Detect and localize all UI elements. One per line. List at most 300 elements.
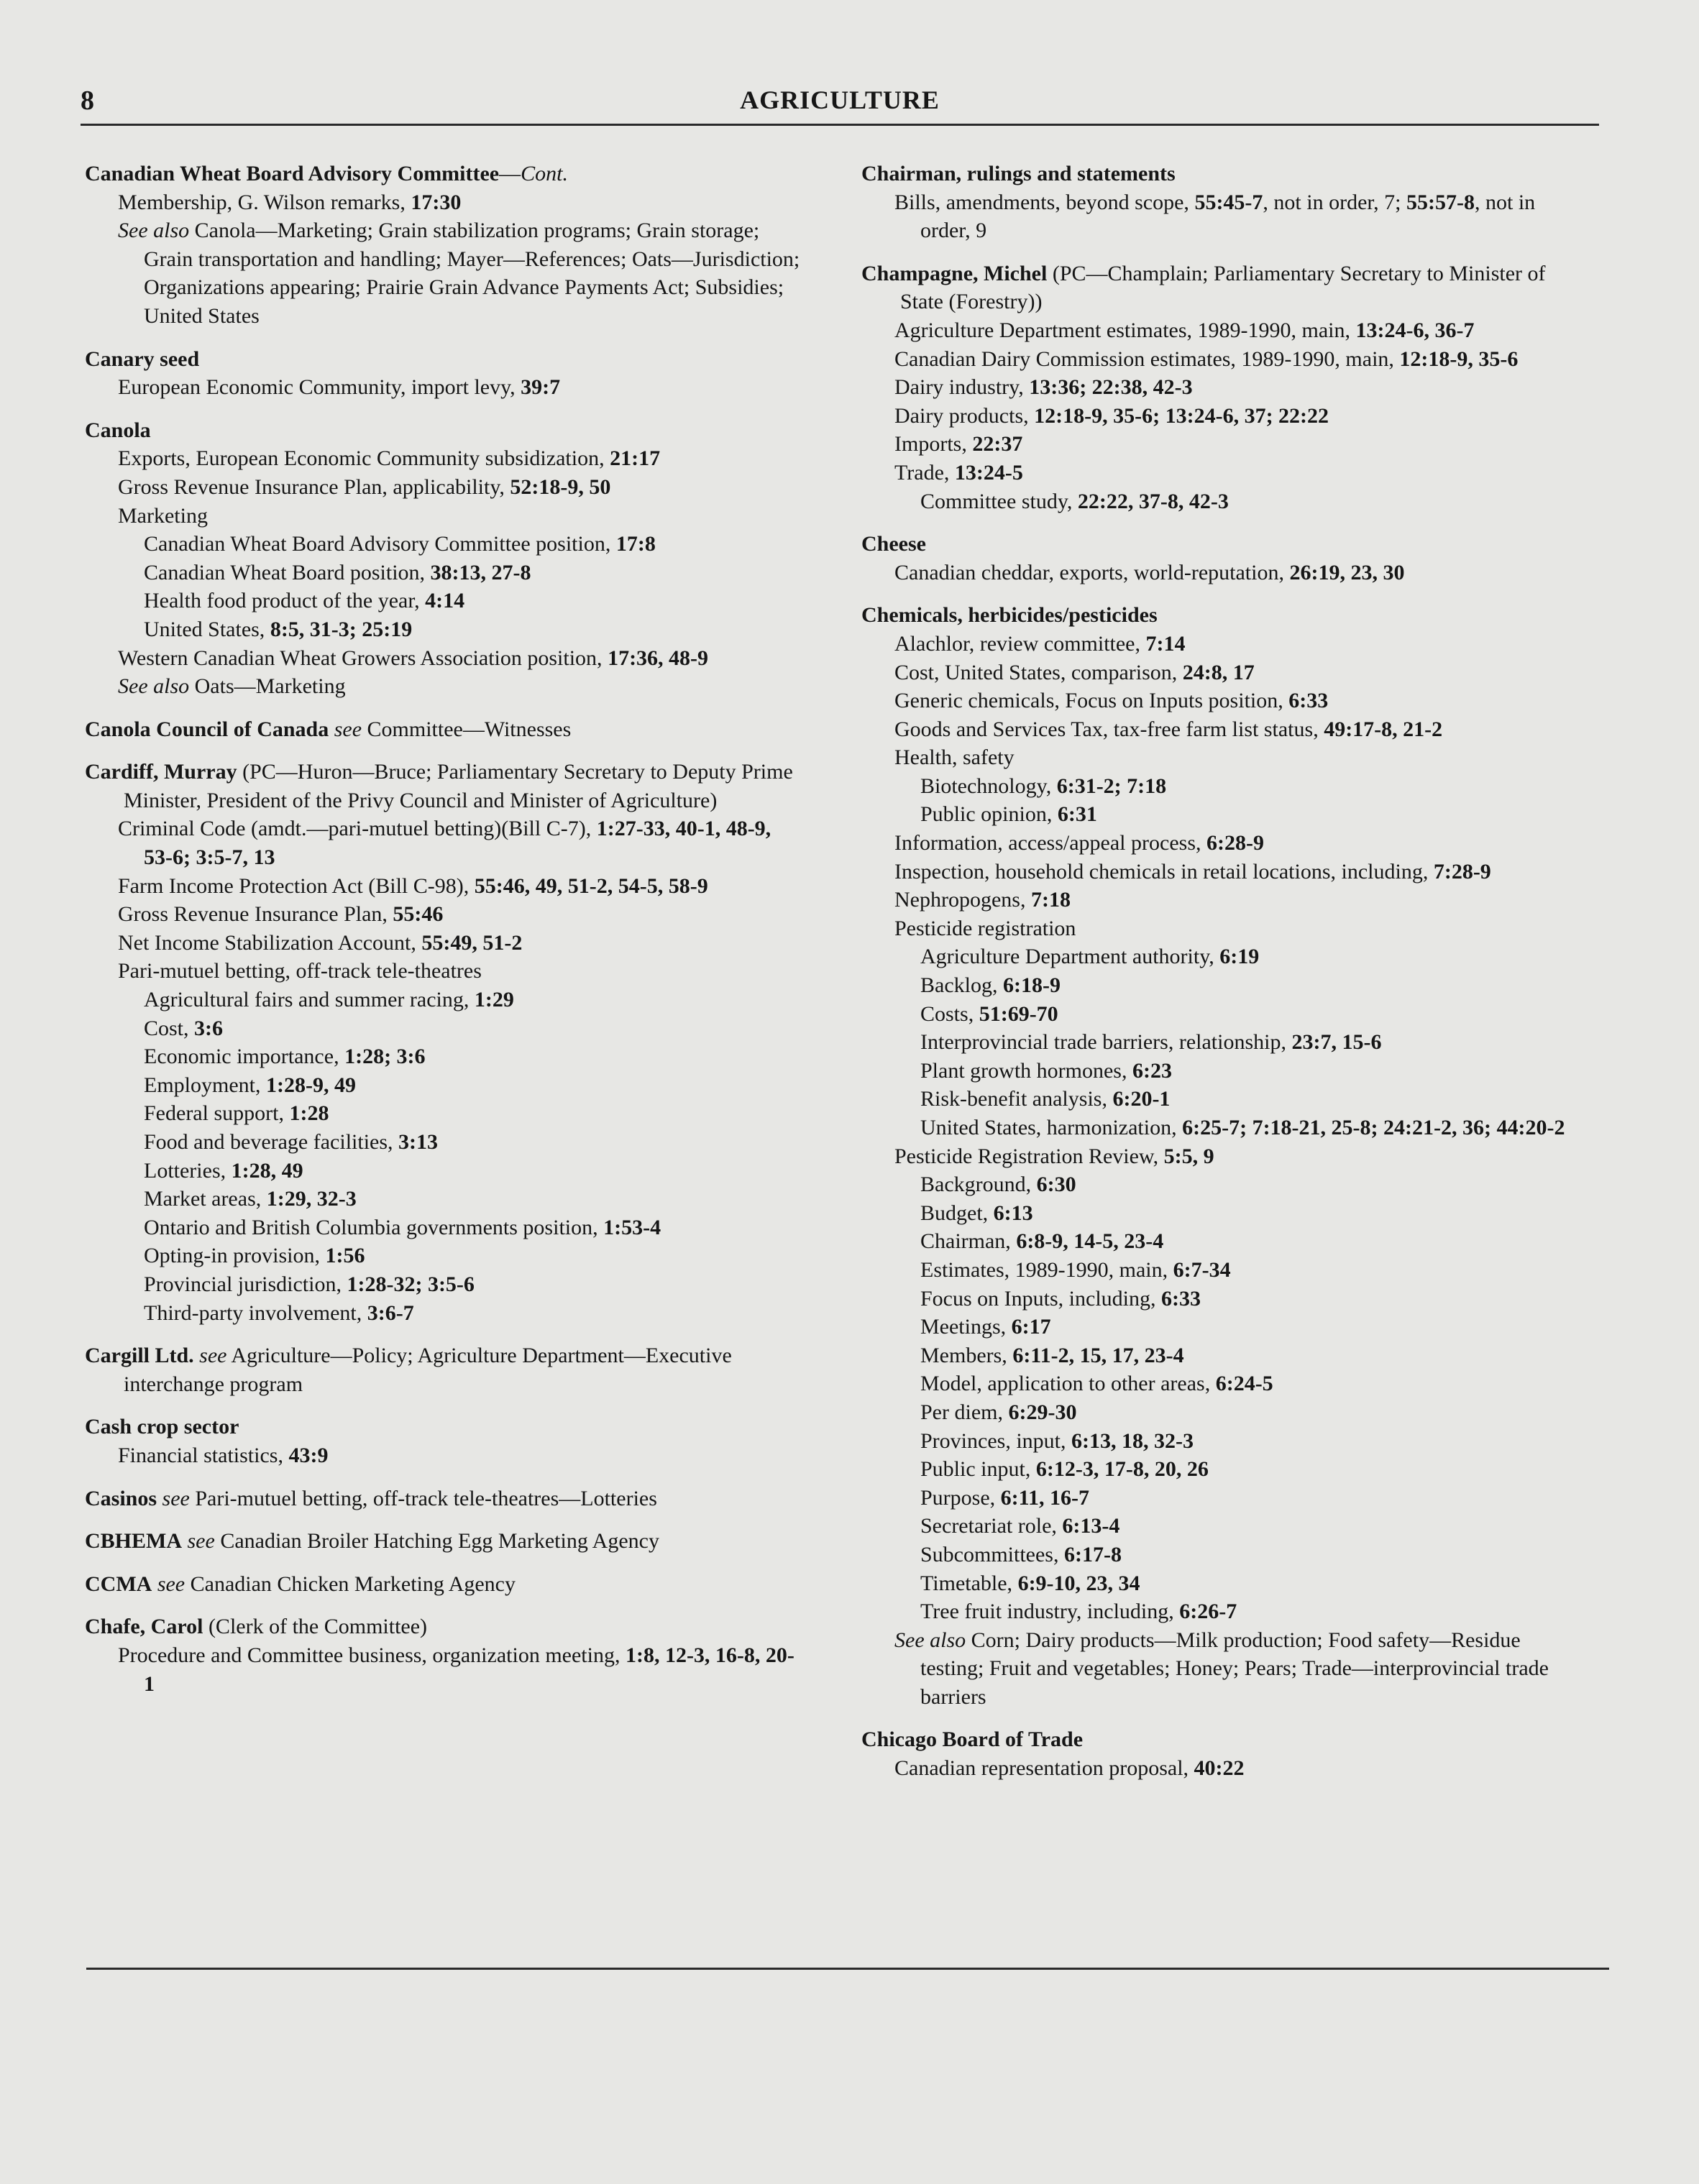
subentry-text: Information, access/appeal process, xyxy=(894,831,1206,855)
entry-term: CCMA xyxy=(85,1572,152,1596)
page-locator: 6:33 xyxy=(1161,1286,1201,1311)
entry-heading-text: (PC—Champlain; Parliamentary Secretary to Minister of State (Forestry)) xyxy=(900,261,1546,314)
subentry-text: Risk-benefit analysis, xyxy=(920,1087,1113,1111)
running-head: AGRICULTURE xyxy=(740,86,940,114)
subentry-text: Financial statistics, xyxy=(118,1443,289,1467)
index-entry xyxy=(85,715,804,744)
page-locator: 6:13, 18, 32-3 xyxy=(1071,1428,1194,1453)
page-locator: 1:29 xyxy=(474,988,514,1012)
page-locator: 6:25-7; 7:18-21, 25-8; 24:21-2, 36; 44:20-2 xyxy=(1182,1116,1565,1139)
entry-term: Chemicals, herbicides/pesticides xyxy=(861,603,1158,628)
subentry-level-2 xyxy=(85,1213,804,1242)
subentry-text: Exports, European Economic Community subsidization, xyxy=(118,446,610,471)
subentry-text: Health, safety xyxy=(894,745,1015,770)
subentry-text: United States, xyxy=(144,617,270,641)
subentry-text: Canadian Wheat Board position, xyxy=(144,560,431,584)
page-locator: 6:13-4 xyxy=(1062,1514,1120,1538)
subentry-level-2 xyxy=(861,800,1580,829)
entry-heading xyxy=(85,1612,804,1641)
subentry-level-2 xyxy=(85,1071,804,1100)
subentry xyxy=(861,188,1580,245)
subentry-text: Chairman, xyxy=(920,1229,1017,1254)
subentry-level-2 xyxy=(85,1099,804,1128)
index-entry xyxy=(85,1527,804,1556)
subentry-level-2 xyxy=(85,615,804,644)
subentry-text: Opting-in provision, xyxy=(144,1244,326,1268)
page-locator: 7:14 xyxy=(1145,631,1186,656)
entry-heading-text: Pari-mutuel betting, off-track tele-theatres—Lotteries xyxy=(189,1486,657,1510)
page-locator: 6:12-3, 17-8, 20, 26 xyxy=(1035,1457,1209,1482)
subentry xyxy=(861,1626,1580,1712)
page-locator: 6:31-2; 7:18 xyxy=(1056,774,1167,798)
subentry-text: Third-party involvement, xyxy=(144,1300,367,1325)
entry-term: Casinos xyxy=(85,1486,157,1510)
subentry-text: Canadian Dairy Commission estimates, 1989-1990, main, xyxy=(894,347,1400,371)
subentry-text: Backlog, xyxy=(920,973,1003,998)
entry-heading xyxy=(85,160,804,188)
subentry-text: Biotechnology, xyxy=(920,774,1057,798)
subentry xyxy=(85,188,804,217)
page-locator: 1:29, 32-3 xyxy=(266,1187,357,1211)
page-locator: 55:46, 49, 51-2, 54-5, 58-9 xyxy=(474,873,708,898)
subentry-text: Pesticide registration xyxy=(894,916,1076,940)
index-column-right xyxy=(861,160,1580,1797)
entry-term: Canary seed xyxy=(85,347,200,371)
page-locator: 6:13 xyxy=(993,1201,1033,1225)
page-locator: 17:36, 48-9 xyxy=(608,646,709,670)
subentry-text: Farm Income Protection Act (Bill C-98), xyxy=(118,873,475,898)
entry-term: Cargill Ltd. xyxy=(85,1344,194,1368)
page-locator: 22:22, 37-8, 42-3 xyxy=(1077,489,1229,513)
subentry xyxy=(861,1142,1580,1171)
footer-rule xyxy=(86,1968,1609,1970)
subentry-text: Criminal Code (amdt.—pari-mutuel betting)(Bill C-7), xyxy=(118,817,597,841)
index-entry xyxy=(85,1341,804,1398)
entry-term: Cheese xyxy=(861,532,926,556)
page-locator: 55:46 xyxy=(393,902,444,927)
subentry-level-2 xyxy=(85,1128,804,1157)
subentry xyxy=(85,1441,804,1470)
entry-term: Canadian Wheat Board Advisory Committee xyxy=(85,162,500,185)
subentry-text: Gross Revenue Insurance Plan, xyxy=(118,902,393,927)
subentry-level-2 xyxy=(861,942,1580,971)
subentry-level-2 xyxy=(85,530,804,559)
page-locator: 21:17 xyxy=(610,446,661,471)
subentry-text: United States, harmonization, xyxy=(920,1116,1183,1139)
subentry xyxy=(861,659,1580,687)
subentry-text: Oats—Marketing xyxy=(189,674,346,699)
index-entry xyxy=(861,530,1580,587)
page-locator: 6:28-9 xyxy=(1206,831,1264,855)
subentry-text: Gross Revenue Insurance Plan, applicability, xyxy=(118,474,510,499)
subentry-text: Purpose, xyxy=(920,1485,1001,1510)
subentry-level-2 xyxy=(861,1000,1580,1029)
subentry-text: European Economic Community, import levy, xyxy=(118,375,521,400)
page-locator: 12:18-9, 35-6 xyxy=(1399,347,1519,371)
subentry-text: Market areas, xyxy=(144,1187,267,1211)
entry-heading xyxy=(861,260,1580,316)
subentry-level-2 xyxy=(861,1512,1580,1541)
page-locator: 6:11, 16-7 xyxy=(1000,1485,1089,1510)
entry-heading-text: — xyxy=(499,162,521,185)
page-locator: 39:7 xyxy=(521,375,561,400)
subentry xyxy=(85,216,804,330)
subentry xyxy=(861,886,1580,914)
page-locator: 17:8 xyxy=(615,532,656,556)
subentry-text: Canadian Wheat Board Advisory Committee position, xyxy=(144,532,616,556)
subentry-level-2 xyxy=(861,487,1580,516)
subentry-level-2 xyxy=(85,1042,804,1071)
page-locator: 26:19, 23, 30 xyxy=(1289,560,1405,584)
page-locator: 1:28-9, 49 xyxy=(265,1073,356,1097)
subentry-text: Corn; Dairy products—Milk production; Food safety—Residue testing; Fruit and vegetables; Honey; Pears; Trade—interprovincial trade barriers xyxy=(920,1628,1549,1709)
page-locator: 1:28, 49 xyxy=(231,1158,303,1183)
page-locator: 6:29-30 xyxy=(1008,1400,1077,1424)
page-locator: 43:9 xyxy=(288,1443,329,1467)
subentry-text: Public input, xyxy=(920,1457,1036,1482)
index-entry xyxy=(861,260,1580,515)
subentry-text: Cost, xyxy=(144,1016,195,1040)
entry-heading xyxy=(85,416,804,445)
page-locator: 55:45-7 xyxy=(1194,190,1263,214)
subentry xyxy=(85,815,804,871)
subentry-text: Agriculture Department authority, xyxy=(920,945,1220,969)
entry-heading xyxy=(85,1341,804,1398)
subentry xyxy=(861,858,1580,886)
page-locator: 1:8, 12-3, 16-8, 20-1 xyxy=(144,1643,794,1696)
subentry-text: Generic chemicals, Focus on Inputs position, xyxy=(894,689,1289,713)
subentry-level-2 xyxy=(861,1569,1580,1598)
entry-term: Chafe, Carol xyxy=(85,1615,203,1639)
subentry-level-2 xyxy=(861,1313,1580,1341)
subentry-text: Costs, xyxy=(920,1001,979,1026)
entry-heading xyxy=(85,1570,804,1599)
subentry-text: Plant growth hormones, xyxy=(920,1058,1132,1083)
page-locator: 6:17 xyxy=(1011,1315,1051,1339)
page-locator: 6:23 xyxy=(1132,1058,1172,1083)
subentry-text: Ontario and British Columbia governments position, xyxy=(144,1215,604,1239)
subentry-level-2 xyxy=(861,1114,1580,1142)
entry-heading xyxy=(85,345,804,374)
subentry xyxy=(85,900,804,929)
page-locator: 1:27-33, 40-1, 48-9, 53-6; 3:5-7, 13 xyxy=(144,817,771,870)
entry-heading-text: Canadian Chicken Marketing Agency xyxy=(185,1572,516,1596)
subentry-level-2 xyxy=(861,1369,1580,1398)
subentry-text: Estimates, 1989-1990, main, xyxy=(920,1257,1173,1282)
page-locator: 6:33 xyxy=(1288,689,1329,713)
continued-marker: Cont. xyxy=(521,162,568,185)
subentry-text: Pesticide Registration Review, xyxy=(894,1144,1164,1168)
page-locator: 1:56 xyxy=(325,1244,365,1268)
subentry-level-2 xyxy=(861,1455,1580,1484)
index-entry xyxy=(85,758,804,1327)
page-locator: 6:8-9, 14-5, 23-4 xyxy=(1016,1229,1164,1254)
page-locator: 13:24-5 xyxy=(954,460,1023,485)
subentry-text: , not in order, 9 xyxy=(920,190,1536,243)
subentry-text: Secretariat role, xyxy=(920,1514,1063,1538)
subentry-level-2 xyxy=(85,1242,804,1270)
entry-term: Canola Council of Canada xyxy=(85,717,329,741)
subentry-level-2 xyxy=(861,772,1580,801)
subentry-text: Food and beverage facilities, xyxy=(144,1130,399,1154)
subentry xyxy=(85,872,804,901)
subentry-text: Budget, xyxy=(920,1201,994,1225)
page-locator: 6:17-8 xyxy=(1063,1542,1122,1566)
subentry xyxy=(861,316,1580,345)
index-entry xyxy=(861,601,1580,1711)
page-locator: 6:19 xyxy=(1219,945,1260,969)
page-locator: 51:69-70 xyxy=(979,1001,1058,1026)
page-locator: 1:53-4 xyxy=(603,1215,661,1239)
index-entry xyxy=(85,1570,804,1599)
page-locator: 1:28 xyxy=(289,1101,329,1126)
entry-heading xyxy=(85,1413,804,1441)
subentry xyxy=(861,430,1580,459)
subentry-level-2 xyxy=(861,1484,1580,1513)
page-locator: 6:9-10, 23, 34 xyxy=(1017,1571,1140,1595)
page-locator: 3:6 xyxy=(194,1016,224,1040)
subentry-level-2 xyxy=(85,1014,804,1043)
entry-heading-text: Agriculture—Policy; Agriculture Department—Executive interchange program xyxy=(124,1344,732,1396)
page-locator: 55:57-8 xyxy=(1406,190,1475,214)
subentry-level-2 xyxy=(861,1227,1580,1256)
subentry-text: Per diem, xyxy=(920,1400,1009,1424)
page-locator: 38:13, 27-8 xyxy=(430,560,531,584)
index-entry xyxy=(85,1413,804,1469)
page-locator: 23:7, 15-6 xyxy=(1291,1030,1382,1055)
subentry-text: Provincial jurisdiction, xyxy=(144,1272,347,1296)
page-locator: 3:6-7 xyxy=(367,1300,414,1325)
subentry-level-2 xyxy=(861,1028,1580,1057)
entry-heading-text: Committee—Witnesses xyxy=(362,717,572,741)
subentry xyxy=(861,630,1580,659)
subentry-text: Alachlor, review committee, xyxy=(894,631,1146,656)
entry-heading xyxy=(861,1725,1580,1754)
subentry xyxy=(85,444,804,473)
subentry-level-2 xyxy=(861,1398,1580,1427)
subentry xyxy=(861,743,1580,772)
page-locator: 6:24-5 xyxy=(1215,1372,1273,1396)
subentry-text: Tree fruit industry, including, xyxy=(920,1600,1180,1624)
subentry-level-2 xyxy=(85,559,804,587)
page-locator: 13:24-6, 36-7 xyxy=(1355,318,1475,342)
page-locator: 1:28; 3:6 xyxy=(344,1045,426,1069)
entry-term: Champagne, Michel xyxy=(861,261,1048,285)
subentry-level-2 xyxy=(861,1199,1580,1228)
page-locator: 6:18-9 xyxy=(1002,973,1061,998)
subentry-text: Timetable, xyxy=(920,1571,1018,1595)
page-locator: 6:31 xyxy=(1057,802,1097,827)
subentry-level-2 xyxy=(85,1270,804,1299)
see-reference: see xyxy=(152,1572,186,1596)
subentry-text: Agricultural fairs and summer racing, xyxy=(144,988,475,1012)
entry-heading xyxy=(85,1527,804,1556)
subentry-text: Public opinion, xyxy=(920,802,1058,827)
subentry-level-2 xyxy=(861,1057,1580,1086)
see-also-reference: See also xyxy=(118,219,190,243)
subentry-text: Agriculture Department estimates, 1989-1990, main, xyxy=(894,318,1356,342)
subentry-level-2 xyxy=(861,1170,1580,1199)
subentry-text: Pari-mutuel betting, off-track tele-theatres xyxy=(118,959,482,983)
page-locator: 17:30 xyxy=(411,190,462,214)
subentry xyxy=(861,402,1580,431)
subentry-text: Meetings, xyxy=(920,1315,1012,1339)
subentry-text: , not in order, 7; xyxy=(1263,190,1407,214)
page-header xyxy=(81,85,1599,122)
subentry-text: Cost, United States, comparison, xyxy=(894,660,1183,684)
page-locator: 1:28-32; 3:5-6 xyxy=(347,1272,475,1296)
page-locator: 8:5, 31-3; 25:19 xyxy=(270,617,413,641)
subentry-text: Procedure and Committee business, organization meeting, xyxy=(118,1643,626,1667)
entry-heading xyxy=(861,530,1580,559)
see-also-reference: See also xyxy=(894,1628,966,1652)
subentry xyxy=(85,672,804,701)
subentry-text: Lotteries, xyxy=(144,1158,232,1183)
entry-heading xyxy=(85,1485,804,1513)
subentry xyxy=(85,957,804,986)
entry-heading-text: (Clerk of the Committee) xyxy=(203,1615,428,1639)
subentry xyxy=(861,459,1580,487)
page-locator: 6:11-2, 15, 17, 23-4 xyxy=(1012,1343,1184,1367)
index-entry xyxy=(861,1725,1580,1782)
subentry-text: Interprovincial trade barriers, relationship, xyxy=(920,1030,1292,1055)
subentry xyxy=(85,373,804,402)
page-locator: 22:37 xyxy=(972,432,1023,456)
index-entry xyxy=(861,160,1580,245)
page-locator: 40:22 xyxy=(1194,1756,1245,1781)
subentry-text: Employment, xyxy=(144,1073,266,1097)
page-locator: 13:36; 22:38, 42-3 xyxy=(1029,375,1193,400)
entry-heading xyxy=(861,601,1580,630)
subentry-text: Dairy products, xyxy=(894,403,1035,428)
entry-heading-text: (PC—Huron—Bruce; Parliamentary Secretary to Deputy Prime Minister, President of the Privy Council and Minister of Agriculture) xyxy=(124,760,793,812)
index-entry xyxy=(85,1485,804,1513)
entry-term: Cardiff, Murray xyxy=(85,760,237,784)
header-rule xyxy=(81,124,1599,126)
subentry-text: Net Income Stabilization Account, xyxy=(118,930,422,955)
subentry-level-2 xyxy=(861,1256,1580,1285)
subentry-text: Model, application to other areas, xyxy=(920,1372,1216,1396)
subentry xyxy=(861,373,1580,402)
see-reference: see xyxy=(182,1529,215,1554)
index-entry xyxy=(85,416,804,701)
page-locator: 3:13 xyxy=(398,1130,439,1154)
subentry xyxy=(861,1754,1580,1783)
subentry-level-2 xyxy=(85,587,804,615)
subentry-text: Background, xyxy=(920,1173,1037,1197)
page-locator: 12:18-9, 35-6; 13:24-6, 37; 22:22 xyxy=(1034,403,1329,428)
index-column-left xyxy=(85,160,804,1712)
subentry-text: Provinces, input, xyxy=(920,1428,1071,1453)
subentry-level-2 xyxy=(861,1597,1580,1626)
entry-term: Canola xyxy=(85,418,151,442)
page-locator: 7:28-9 xyxy=(1433,859,1491,884)
see-reference: see xyxy=(193,1344,227,1368)
subentry-level-2 xyxy=(861,1285,1580,1313)
subentry-text: Nephropogens, xyxy=(894,888,1031,912)
subentry xyxy=(861,914,1580,943)
page-locator: 6:30 xyxy=(1036,1173,1076,1197)
subentry-text: Health food product of the year, xyxy=(144,589,426,613)
index-entry xyxy=(85,1612,804,1698)
subentry-text: Committee study, xyxy=(920,489,1078,513)
subentry-text: Economic importance, xyxy=(144,1045,345,1069)
subentry-text: Inspection, household chemicals in retail locations, including, xyxy=(894,859,1434,884)
subentry-text: Subcommittees, xyxy=(920,1542,1064,1566)
subentry-level-2 xyxy=(861,971,1580,1000)
subentry xyxy=(85,473,804,502)
subentry-text: Canola—Marketing; Grain stabilization programs; Grain storage; Grain transportation and handling; Mayer—References; Oats—Jurisdiction; Organizations appearing; Prairie Grain Advance Payments Act; Subsidies; United States xyxy=(144,219,800,328)
entry-heading-text: Canadian Broiler Hatching Egg Marketing Agency xyxy=(214,1529,659,1554)
subentry-text: Western Canadian Wheat Growers Association position, xyxy=(118,646,608,670)
subentry xyxy=(861,829,1580,858)
entry-term: Cash crop sector xyxy=(85,1415,239,1439)
subentry-level-2 xyxy=(861,1341,1580,1370)
see-reference: see xyxy=(157,1486,190,1510)
page-locator: 49:17-8, 21-2 xyxy=(1324,717,1443,741)
subentry-text: Goods and Services Tax, tax-free farm list status, xyxy=(894,717,1324,741)
entry-heading xyxy=(861,160,1580,188)
subentry xyxy=(861,687,1580,715)
subentry-text: Membership, G. Wilson remarks, xyxy=(118,190,411,214)
subentry xyxy=(85,644,804,673)
subentry xyxy=(861,715,1580,744)
page-locator: 6:7-34 xyxy=(1173,1257,1231,1282)
subentry-level-2 xyxy=(85,1299,804,1328)
subentry-level-2 xyxy=(861,1541,1580,1569)
entry-heading xyxy=(85,758,804,815)
subentry-level-2 xyxy=(85,1157,804,1185)
index-entry xyxy=(85,345,804,402)
page-number: 8 xyxy=(81,86,94,116)
subentry-level-2 xyxy=(861,1427,1580,1456)
entry-heading xyxy=(85,715,804,744)
subentry-level-2 xyxy=(85,1185,804,1213)
subentry xyxy=(861,559,1580,587)
page-locator: 55:49, 51-2 xyxy=(421,930,523,955)
subentry-text: Imports, xyxy=(894,432,973,456)
subentry-text: Focus on Inputs, including, xyxy=(920,1286,1161,1311)
subentry-text: Dairy industry, xyxy=(894,375,1030,400)
subentry-text: Canadian representation proposal, xyxy=(894,1756,1194,1781)
subentry-text: Members, xyxy=(920,1343,1013,1367)
subentry xyxy=(85,929,804,958)
entry-term: CBHEMA xyxy=(85,1529,182,1554)
subentry-text: Marketing xyxy=(118,503,208,528)
see-reference: see xyxy=(329,717,362,741)
page-locator: 6:20-1 xyxy=(1112,1087,1171,1111)
subentry-level-2 xyxy=(85,986,804,1014)
index-entry xyxy=(85,160,804,331)
see-also-reference: See also xyxy=(118,674,190,699)
subentry-text: Trade, xyxy=(894,460,955,485)
subentry xyxy=(85,1641,804,1698)
entry-term: Chairman, rulings and statements xyxy=(861,162,1176,185)
page-locator: 6:26-7 xyxy=(1179,1600,1237,1624)
page-locator: 4:14 xyxy=(425,589,465,613)
subentry-text: Bills, amendments, beyond scope, xyxy=(894,190,1195,214)
page-locator: 5:5, 9 xyxy=(1163,1144,1214,1168)
page-locator: 52:18-9, 50 xyxy=(510,474,611,499)
subentry xyxy=(85,502,804,531)
subentry-text: Federal support, xyxy=(144,1101,290,1126)
entry-term: Chicago Board of Trade xyxy=(861,1728,1084,1752)
subentry-level-2 xyxy=(861,1085,1580,1114)
subentry xyxy=(861,345,1580,374)
page-locator: 7:18 xyxy=(1030,888,1071,912)
page-locator: 24:8, 17 xyxy=(1182,660,1255,684)
subentry-text: Canadian cheddar, exports, world-reputation, xyxy=(894,560,1290,584)
